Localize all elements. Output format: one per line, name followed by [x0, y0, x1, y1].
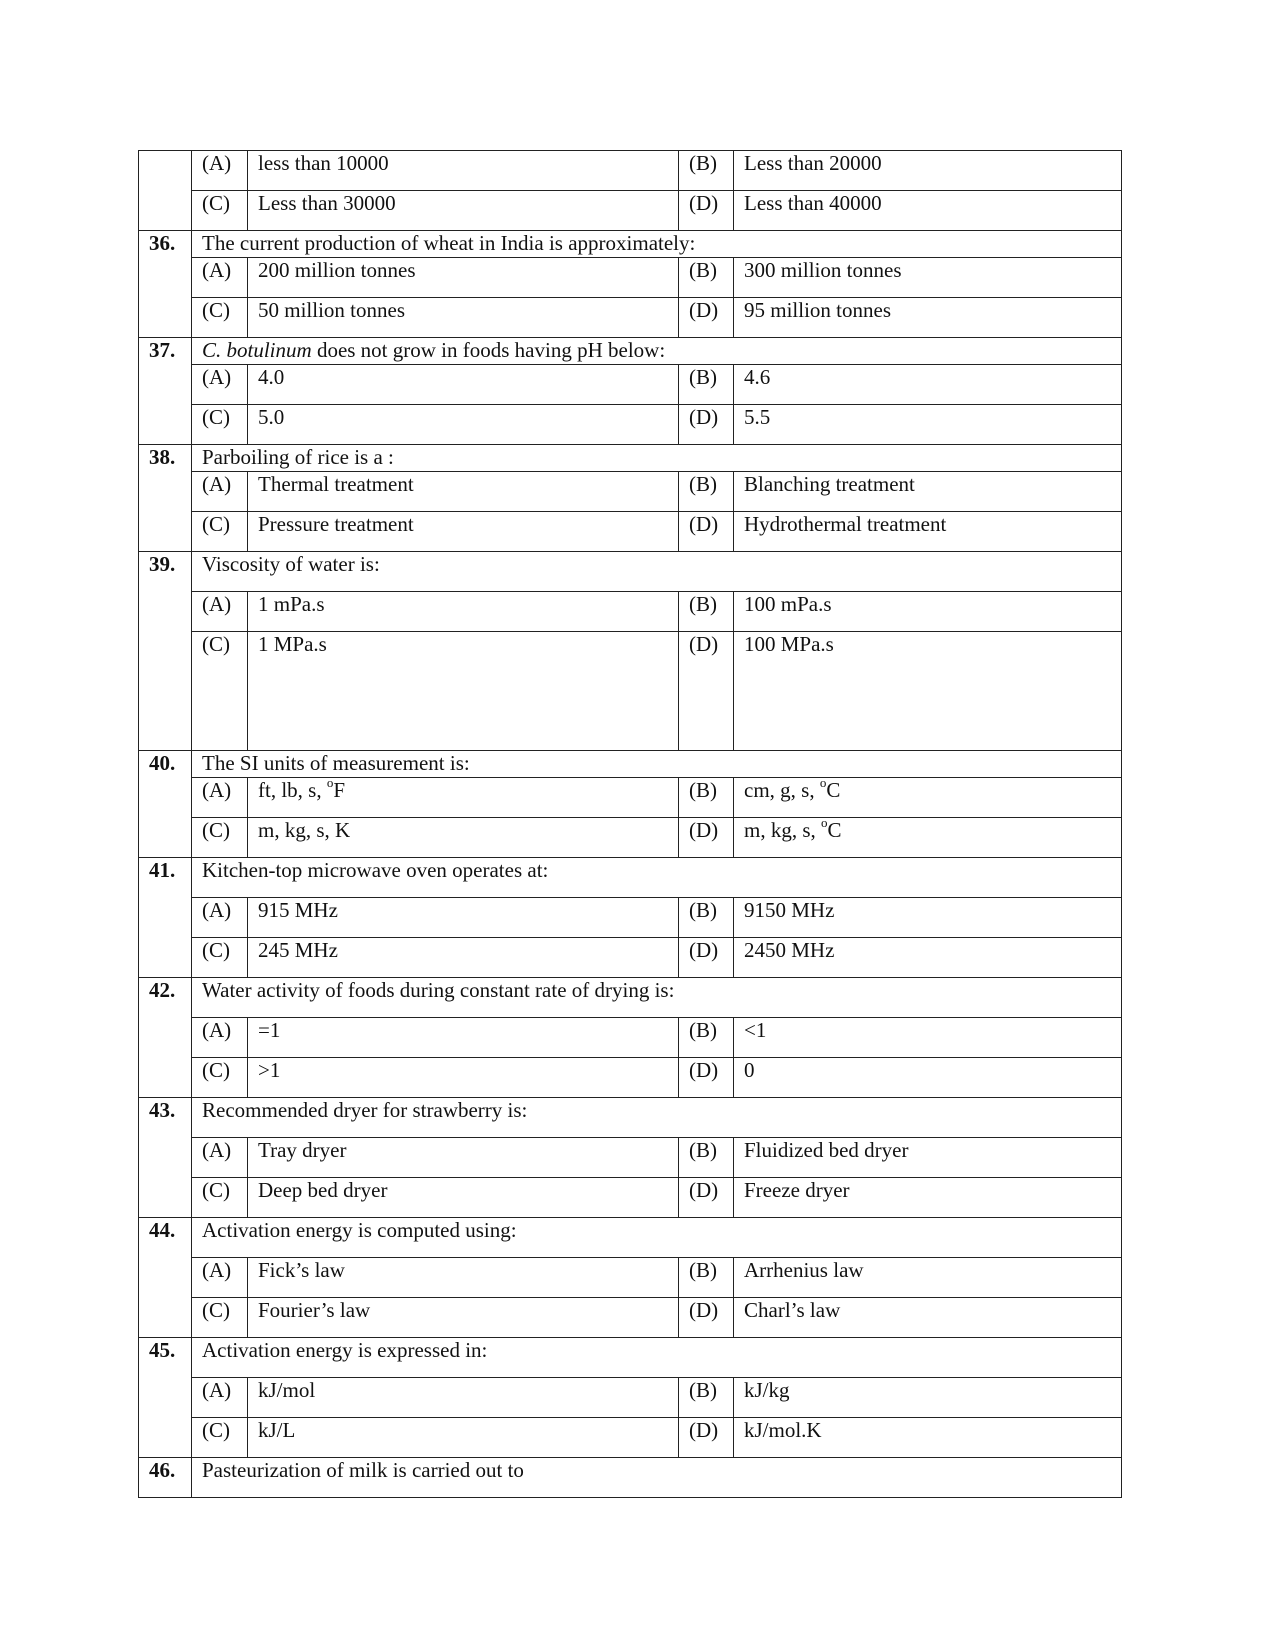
option-text: kJ/kg	[734, 1378, 1122, 1418]
option-label: (A)	[192, 258, 248, 298]
option-label: (B)	[679, 151, 734, 191]
option-label: (C)	[192, 1418, 248, 1458]
option-text: kJ/mol.K	[734, 1418, 1122, 1458]
question-number	[139, 151, 192, 231]
option-text: m, kg, s, K	[248, 818, 679, 858]
option-label: (B)	[679, 258, 734, 298]
option-text: 100 MPa.s	[734, 632, 1122, 751]
option-row	[139, 405, 1122, 445]
question-table	[138, 150, 1122, 1498]
option-label: (A)	[192, 592, 248, 632]
option-text: 915 MHz	[248, 898, 679, 938]
option-text: 2450 MHz	[734, 938, 1122, 978]
option-label: (D)	[679, 1058, 734, 1098]
option-text: Tray dryer	[248, 1138, 679, 1178]
option-text: 300 million tonnes	[734, 258, 1122, 298]
question-number: 45.	[139, 1338, 192, 1458]
option-label: (A)	[192, 472, 248, 512]
option-text: 200 million tonnes	[248, 258, 679, 298]
option-label: (B)	[679, 1378, 734, 1418]
option-text: 9150 MHz	[734, 898, 1122, 938]
option-row	[139, 1018, 1122, 1058]
option-row	[139, 298, 1122, 338]
option-row	[139, 1058, 1122, 1098]
option-row	[139, 1138, 1122, 1178]
option-text: Deep bed dryer	[248, 1178, 679, 1218]
option-label: (D)	[679, 632, 734, 751]
option-text: Fick’s law	[248, 1258, 679, 1298]
question-text: The SI units of measurement is:	[192, 751, 1122, 778]
option-label: (A)	[192, 151, 248, 191]
option-label: (C)	[192, 1058, 248, 1098]
option-text: Freeze dryer	[734, 1178, 1122, 1218]
question-text: C. botulinum does not grow in foods having pH below:	[192, 338, 1122, 365]
question-row	[139, 978, 1122, 1018]
option-label: (C)	[192, 938, 248, 978]
option-text: kJ/mol	[248, 1378, 679, 1418]
question-number: 44.	[139, 1218, 192, 1338]
option-label: (C)	[192, 512, 248, 552]
option-row	[139, 778, 1122, 818]
question-row	[139, 338, 1122, 365]
option-text: 1 MPa.s	[248, 632, 679, 751]
option-label: (B)	[679, 365, 734, 405]
option-row	[139, 818, 1122, 858]
option-label: (C)	[192, 1298, 248, 1338]
option-row	[139, 1298, 1122, 1338]
option-text: 95 million tonnes	[734, 298, 1122, 338]
option-label: (C)	[192, 405, 248, 445]
option-text: m, kg, s, $^o$C	[734, 818, 1122, 858]
option-label: (B)	[679, 472, 734, 512]
option-row	[139, 898, 1122, 938]
question-text: Pasteurization of milk is carried out to	[192, 1458, 1122, 1498]
option-label: (D)	[679, 191, 734, 231]
option-row	[139, 258, 1122, 298]
option-row	[139, 1378, 1122, 1418]
option-label: (A)	[192, 1378, 248, 1418]
question-number: 39.	[139, 552, 192, 751]
option-label: (D)	[679, 1418, 734, 1458]
option-label: (A)	[192, 1258, 248, 1298]
question-row	[139, 231, 1122, 258]
option-label: (B)	[679, 1258, 734, 1298]
option-row	[139, 1418, 1122, 1458]
question-number: 42.	[139, 978, 192, 1098]
question-row	[139, 445, 1122, 472]
option-text: 245 MHz	[248, 938, 679, 978]
option-text: Less than 20000	[734, 151, 1122, 191]
option-label: (D)	[679, 298, 734, 338]
question-number: 38.	[139, 445, 192, 552]
option-label: (B)	[679, 1138, 734, 1178]
option-text: >1	[248, 1058, 679, 1098]
option-label: (B)	[679, 1018, 734, 1058]
option-label: (A)	[192, 1138, 248, 1178]
option-text: Hydrothermal treatment	[734, 512, 1122, 552]
question-number: 41.	[139, 858, 192, 978]
degree-superscript: o	[821, 817, 828, 830]
question-number: 43.	[139, 1098, 192, 1218]
option-text: 50 million tonnes	[248, 298, 679, 338]
option-text: 4.0	[248, 365, 679, 405]
option-label: (D)	[679, 818, 734, 858]
option-text: 0	[734, 1058, 1122, 1098]
option-row	[139, 1258, 1122, 1298]
option-row	[139, 632, 1122, 751]
question-text: Viscosity of water is:	[192, 552, 1122, 592]
option-text: Charl’s law	[734, 1298, 1122, 1338]
question-row	[139, 552, 1122, 592]
option-label: (C)	[192, 298, 248, 338]
option-text: Arrhenius law	[734, 1258, 1122, 1298]
option-text: =1	[248, 1018, 679, 1058]
option-text: 5.5	[734, 405, 1122, 445]
question-row	[139, 1338, 1122, 1378]
option-text: ft, lb, s, $^o$F	[248, 778, 679, 818]
option-text: Blanching treatment	[734, 472, 1122, 512]
question-text: Water activity of foods during constant rate of drying is:	[192, 978, 1122, 1018]
question-row	[139, 1458, 1122, 1498]
option-row	[139, 938, 1122, 978]
option-text: Less than 40000	[734, 191, 1122, 231]
option-label: (C)	[192, 632, 248, 751]
option-text: Less than 30000	[248, 191, 679, 231]
option-text: less than 10000	[248, 151, 679, 191]
option-text: <1	[734, 1018, 1122, 1058]
option-text: Fluidized bed dryer	[734, 1138, 1122, 1178]
question-row	[139, 1098, 1122, 1138]
option-text: 1 mPa.s	[248, 592, 679, 632]
option-label: (A)	[192, 778, 248, 818]
degree-superscript: o	[819, 777, 827, 790]
option-label: (A)	[192, 365, 248, 405]
option-row	[139, 365, 1122, 405]
option-row	[139, 191, 1122, 231]
option-label: (A)	[192, 1018, 248, 1058]
option-text: Thermal treatment	[248, 472, 679, 512]
option-label: (C)	[192, 1178, 248, 1218]
option-text: 100 mPa.s	[734, 592, 1122, 632]
question-number: 40.	[139, 751, 192, 858]
option-label: (D)	[679, 1298, 734, 1338]
option-label: (D)	[679, 512, 734, 552]
question-text: The current production of wheat in India is approximately:	[192, 231, 1122, 258]
option-label: (C)	[192, 191, 248, 231]
option-label: (B)	[679, 592, 734, 632]
option-label: (D)	[679, 938, 734, 978]
option-row	[139, 592, 1122, 632]
option-label: (D)	[679, 405, 734, 445]
option-text: Pressure treatment	[248, 512, 679, 552]
option-label: (B)	[679, 898, 734, 938]
question-text: Kitchen-top microwave oven operates at:	[192, 858, 1122, 898]
option-text: 4.6	[734, 365, 1122, 405]
question-row	[139, 858, 1122, 898]
option-label: (C)	[192, 818, 248, 858]
organism-name: C. botulinum	[202, 338, 312, 362]
option-row	[139, 1178, 1122, 1218]
option-text: Fourier’s law	[248, 1298, 679, 1338]
question-number: 36.	[139, 231, 192, 338]
degree-superscript: o	[326, 777, 334, 790]
question-text: Parboiling of rice is a :	[192, 445, 1122, 472]
option-text: kJ/L	[248, 1418, 679, 1458]
option-text: cm, g, s, $^o$C	[734, 778, 1122, 818]
question-text: Recommended dryer for strawberry is:	[192, 1098, 1122, 1138]
question-row	[139, 1218, 1122, 1258]
question-text: Activation energy is computed using:	[192, 1218, 1122, 1258]
option-label: (B)	[679, 778, 734, 818]
option-row	[139, 512, 1122, 552]
question-number: 37.	[139, 338, 192, 445]
option-row	[139, 151, 1122, 191]
option-label: (A)	[192, 898, 248, 938]
question-row	[139, 751, 1122, 778]
option-row	[139, 472, 1122, 512]
option-label: (D)	[679, 1178, 734, 1218]
option-text: 5.0	[248, 405, 679, 445]
question-number: 46.	[139, 1458, 192, 1498]
question-text: Activation energy is expressed in:	[192, 1338, 1122, 1378]
